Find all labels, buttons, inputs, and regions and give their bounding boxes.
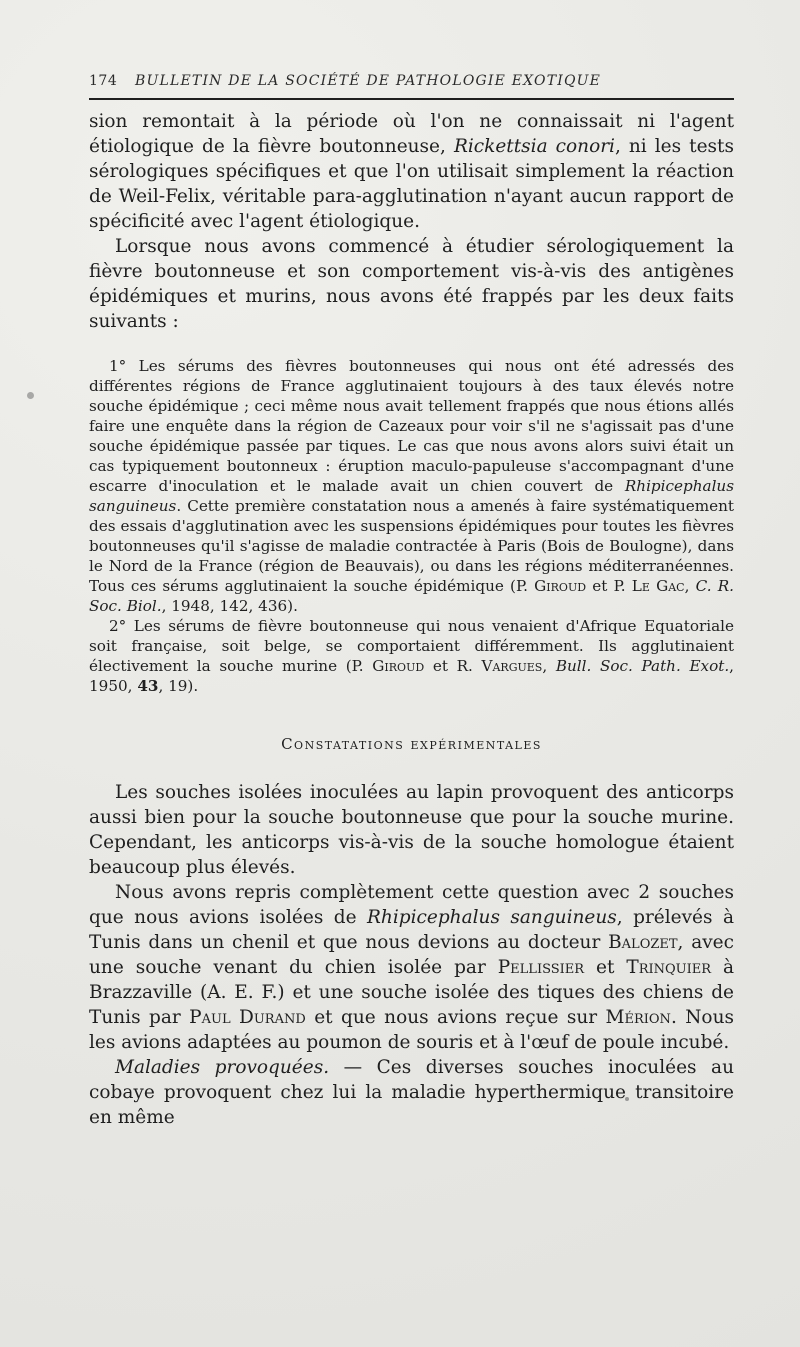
- note-2-text-e: , 19).: [158, 677, 199, 695]
- note-1-text-b: . Cette première constatation nous a amenés à faire systématiquement des essais d'agglutination avec les suspensions épidémiques pour toutes les fièvres boutonneuses qu'il s'agisse de maladie contractée à Paris (Bois de Boulogne), dans le Nord de la France (région de Beauvais), ou dans les régions méditerranéennes. Tous ces sérums agglutinaient la souche épidémique (P.: [89, 497, 734, 595]
- paragraph-5: [89, 1055, 734, 1130]
- paragraph-4-text-f: et que nous avions reçue sur: [305, 1007, 606, 1028]
- paragraph-4-species: Rhipicephalus sanguineus: [367, 907, 617, 928]
- author-merion: Mérion: [605, 1007, 671, 1028]
- paragraph-4-text-c: , avec une souche venant du chien isolée par: [89, 932, 734, 978]
- author-giroud: Giroud: [372, 657, 425, 675]
- note-1-text-a: 1° Les sérums des fièvres boutonneuses qui nous ont été adressés des différentes régions de France agglutinaient toujours à des taux élevés notre souche épidémique ; ceci même nous avait tellement frappés que nous étions allés faire une enquête dans la région de Cazeaux pour voir s'il ne s'agissait pas d'une souche épidémique passée par tiques. Le cas que nous avons alors suivi était un cas typiquement boutonneux : éruption maculo-papuleuse s'accompagnant d'une escarre d'inoculation et le malade avait un chien couvert de: [89, 357, 734, 495]
- note-2-volume: 43: [137, 677, 159, 695]
- note-1: [89, 356, 734, 616]
- print-speck: [27, 392, 34, 399]
- author-le-gac: Le Gac: [631, 577, 685, 595]
- note-2-text-d: , 1950,: [89, 657, 734, 695]
- section-title: Constatations expérimentales: [281, 735, 542, 753]
- note-1-journal: C. R. Soc. Biol.: [89, 577, 735, 615]
- note-2-journal: Bull. Soc. Path. Exot.: [555, 657, 730, 675]
- paragraph-3: Les souches isolées inoculées au lapin provoquent des anticorps aussi bien pour la souche boutonneuse que pour la souche murine. Cependant, les anticorps vis-à-vis de la souche homologue étaient beaucoup plus élevés.: [89, 782, 734, 878]
- running-header: [89, 66, 734, 96]
- paragraph-5-heading: Maladies provoquées.: [115, 1057, 330, 1078]
- note-2: [89, 616, 734, 696]
- article-body: [89, 109, 734, 1130]
- author-giroud: Giroud: [534, 577, 587, 595]
- journal-title: BULLETIN DE LA SOCIÉTÉ DE PATHOLOGIE EXOTIQUE: [135, 73, 602, 89]
- paragraph-4-text-e: à Brazzaville (A. E. F.) et une souche isolée des tiques des chiens de Tunis par: [89, 957, 735, 1028]
- numbered-notes: [89, 356, 734, 696]
- note-2-text-a: 2° Les sérums de fièvre boutonneuse qui nous venaient d'Afrique Equatoriale soit française, soit belge, se comportaient différemment. Ils agglutinaient électivement la souche murine (P.: [89, 617, 734, 675]
- paragraph-1-text-b: , ni les tests sérologiques spécifiques et que l'on utilisait simplement la réaction de Weil-Felix, véritable para-agglutination n'ayant aucun rapport de spécificité avec l'agent étiologique.: [89, 136, 734, 232]
- paragraph-2: Lorsque nous avons commencé à étudier sérologiquement la fièvre boutonneuse et son comportement vis-à-vis des antigènes épidémiques et murins, nous avons été frappés par les deux faits suivants :: [89, 236, 734, 332]
- note-1-species: Rhipicephalus sanguineus: [89, 477, 734, 515]
- paragraph-1-italic: Rickettsia conori: [453, 136, 615, 157]
- author-pellissier: Pellissier: [497, 957, 585, 978]
- author-paul-durand: Paul Durand: [189, 1007, 306, 1028]
- author-vargues: Vargues: [481, 657, 543, 675]
- note-2-text-b: et R.: [424, 657, 482, 675]
- paragraph-4: [89, 880, 734, 1055]
- paragraph-4-text-a: Nous avons repris complètement cette question avec 2 souches que nous avions isolées de: [89, 882, 734, 928]
- note-1-text-c: et P.: [586, 577, 632, 595]
- paragraph-4-text-d: et: [584, 957, 627, 978]
- header-rule: [89, 98, 734, 100]
- paragraph-5-text-a: — Ces diverses souches inoculées au cobaye provoquent chez lui la maladie hyperthermique transitoire en même: [89, 1057, 734, 1128]
- note-1-text-d: ,: [684, 577, 696, 595]
- paragraph-4-text-b: , prélevés à Tunis dans un chenil et que nous devions au docteur: [89, 907, 734, 953]
- paragraph-4-text-g: . Nous les avions adaptées au poumon de souris et à l'œuf de poule incubé.: [89, 1007, 734, 1053]
- paragraph-1: [89, 109, 734, 234]
- note-2-text-c: ,: [542, 657, 556, 675]
- paragraph-1-text-a: sion remontait à la période où l'on ne connaissait ni l'agent étiologique de la fièvre boutonneuse,: [89, 111, 734, 157]
- author-balozet: Balozet: [608, 932, 678, 953]
- author-trinquier: Trinquier: [626, 957, 712, 978]
- page-number: 174: [89, 73, 118, 89]
- note-1-text-e: , 1948, 142, 436).: [161, 597, 298, 615]
